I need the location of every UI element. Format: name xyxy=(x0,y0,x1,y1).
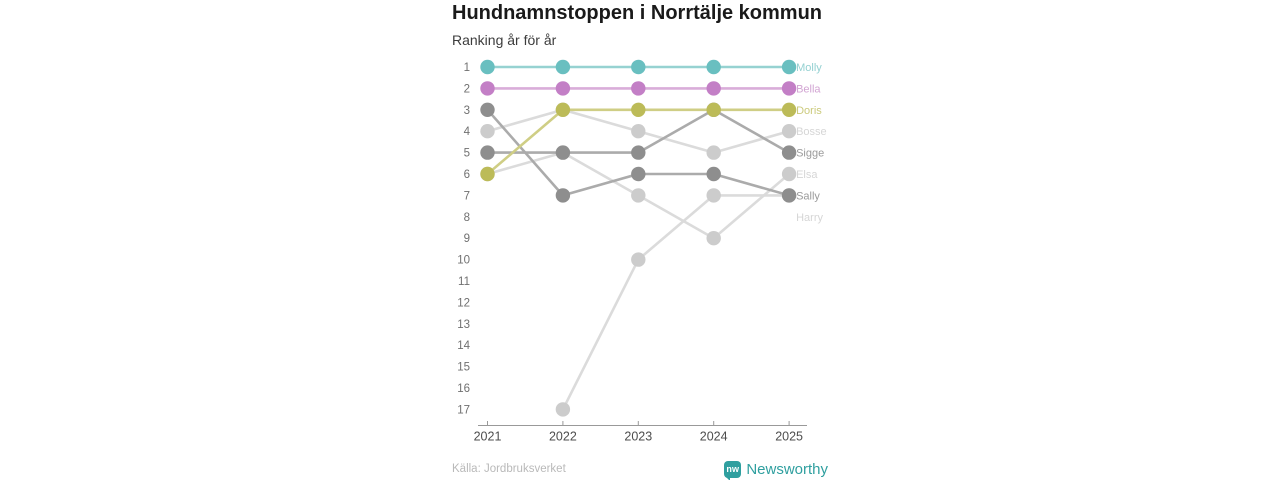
x-axis-label: 2021 xyxy=(473,429,502,444)
data-point-doris xyxy=(480,167,494,181)
data-point-molly xyxy=(782,60,796,74)
series-label-bosse: Bosse xyxy=(796,126,827,139)
data-point-bella xyxy=(707,81,721,95)
rank-axis-label: 1 xyxy=(463,62,470,74)
data-point-molly xyxy=(631,60,645,74)
newsworthy-icon: nw xyxy=(724,461,741,478)
rank-axis-label: 16 xyxy=(457,383,470,395)
data-point-bella xyxy=(782,81,796,95)
series-label-doris: Doris xyxy=(796,104,822,117)
data-point-sigge xyxy=(556,145,570,159)
data-point-molly xyxy=(707,60,721,74)
data-point-sigge xyxy=(480,145,494,159)
rank-axis-label: 9 xyxy=(463,233,470,246)
data-point-sally xyxy=(782,188,796,202)
data-point-harry xyxy=(631,252,645,266)
series-label-sally: Sally xyxy=(796,190,820,203)
series-label-harry: Harry xyxy=(796,211,823,224)
rank-axis-label: 12 xyxy=(457,297,470,310)
data-point-molly xyxy=(556,60,570,74)
rank-axis-label: 6 xyxy=(463,169,470,181)
data-point-bella xyxy=(480,81,494,95)
series-label-elsa: Elsa xyxy=(796,169,818,181)
x-axis-label: 2022 xyxy=(548,429,577,444)
rank-axis-label: 13 xyxy=(457,318,470,331)
brand-logo xyxy=(724,461,828,478)
chart-header xyxy=(452,2,822,48)
rank-axis-label: 17 xyxy=(457,404,470,417)
page-subtitle: Ranking år för år xyxy=(452,32,557,48)
data-point-doris xyxy=(707,103,721,117)
chart-footer xyxy=(452,459,828,479)
data-point-bella xyxy=(631,81,645,95)
source-label: Källa: Jordbruksverket xyxy=(452,463,566,475)
data-point-bosse xyxy=(480,124,494,138)
data-point-elsa xyxy=(707,231,721,245)
data-point-sigge xyxy=(631,145,645,159)
x-axis-label: 2023 xyxy=(624,429,653,444)
rank-axis-label: 14 xyxy=(457,340,470,353)
data-point-harry xyxy=(707,188,721,202)
brand-name: Newsworthy xyxy=(746,460,828,478)
x-axis-label: 2025 xyxy=(775,429,804,444)
data-point-doris xyxy=(556,103,570,117)
data-point-sally xyxy=(556,188,570,202)
page-title: Hundnamnstoppen i Norrtälje kommun xyxy=(452,2,823,24)
data-point-doris xyxy=(782,103,796,117)
series-label-bella: Bella xyxy=(796,83,821,96)
data-point-doris xyxy=(631,103,645,117)
rank-axis-label: 10 xyxy=(457,254,470,267)
data-point-sally xyxy=(631,167,645,181)
rank-axis-label: 15 xyxy=(457,361,470,374)
rank-axis-label: 2 xyxy=(463,83,470,96)
rank-axis-label: 4 xyxy=(463,126,470,139)
rank-axis-label: 3 xyxy=(463,104,470,117)
data-point-elsa xyxy=(631,188,645,202)
data-point-sally xyxy=(480,103,494,117)
x-axis-label: 2024 xyxy=(699,429,728,444)
data-point-bosse xyxy=(707,145,721,159)
rank-axis-label: 11 xyxy=(458,276,470,288)
data-point-bella xyxy=(556,81,570,95)
data-point-bosse xyxy=(631,124,645,138)
series-label-molly: Molly xyxy=(796,62,822,74)
data-point-sigge xyxy=(782,145,796,159)
rank-axis-label: 8 xyxy=(463,211,470,224)
rank-axis-label: 7 xyxy=(463,190,470,203)
data-point-molly xyxy=(480,60,494,74)
rank-axis-label: 5 xyxy=(463,147,470,160)
data-point-harry xyxy=(556,402,570,416)
data-point-sally xyxy=(707,167,721,181)
series-line-harry xyxy=(563,195,789,409)
series-label-sigge: Sigge xyxy=(796,147,825,160)
data-point-bosse xyxy=(782,124,796,138)
data-point-elsa xyxy=(782,167,796,181)
